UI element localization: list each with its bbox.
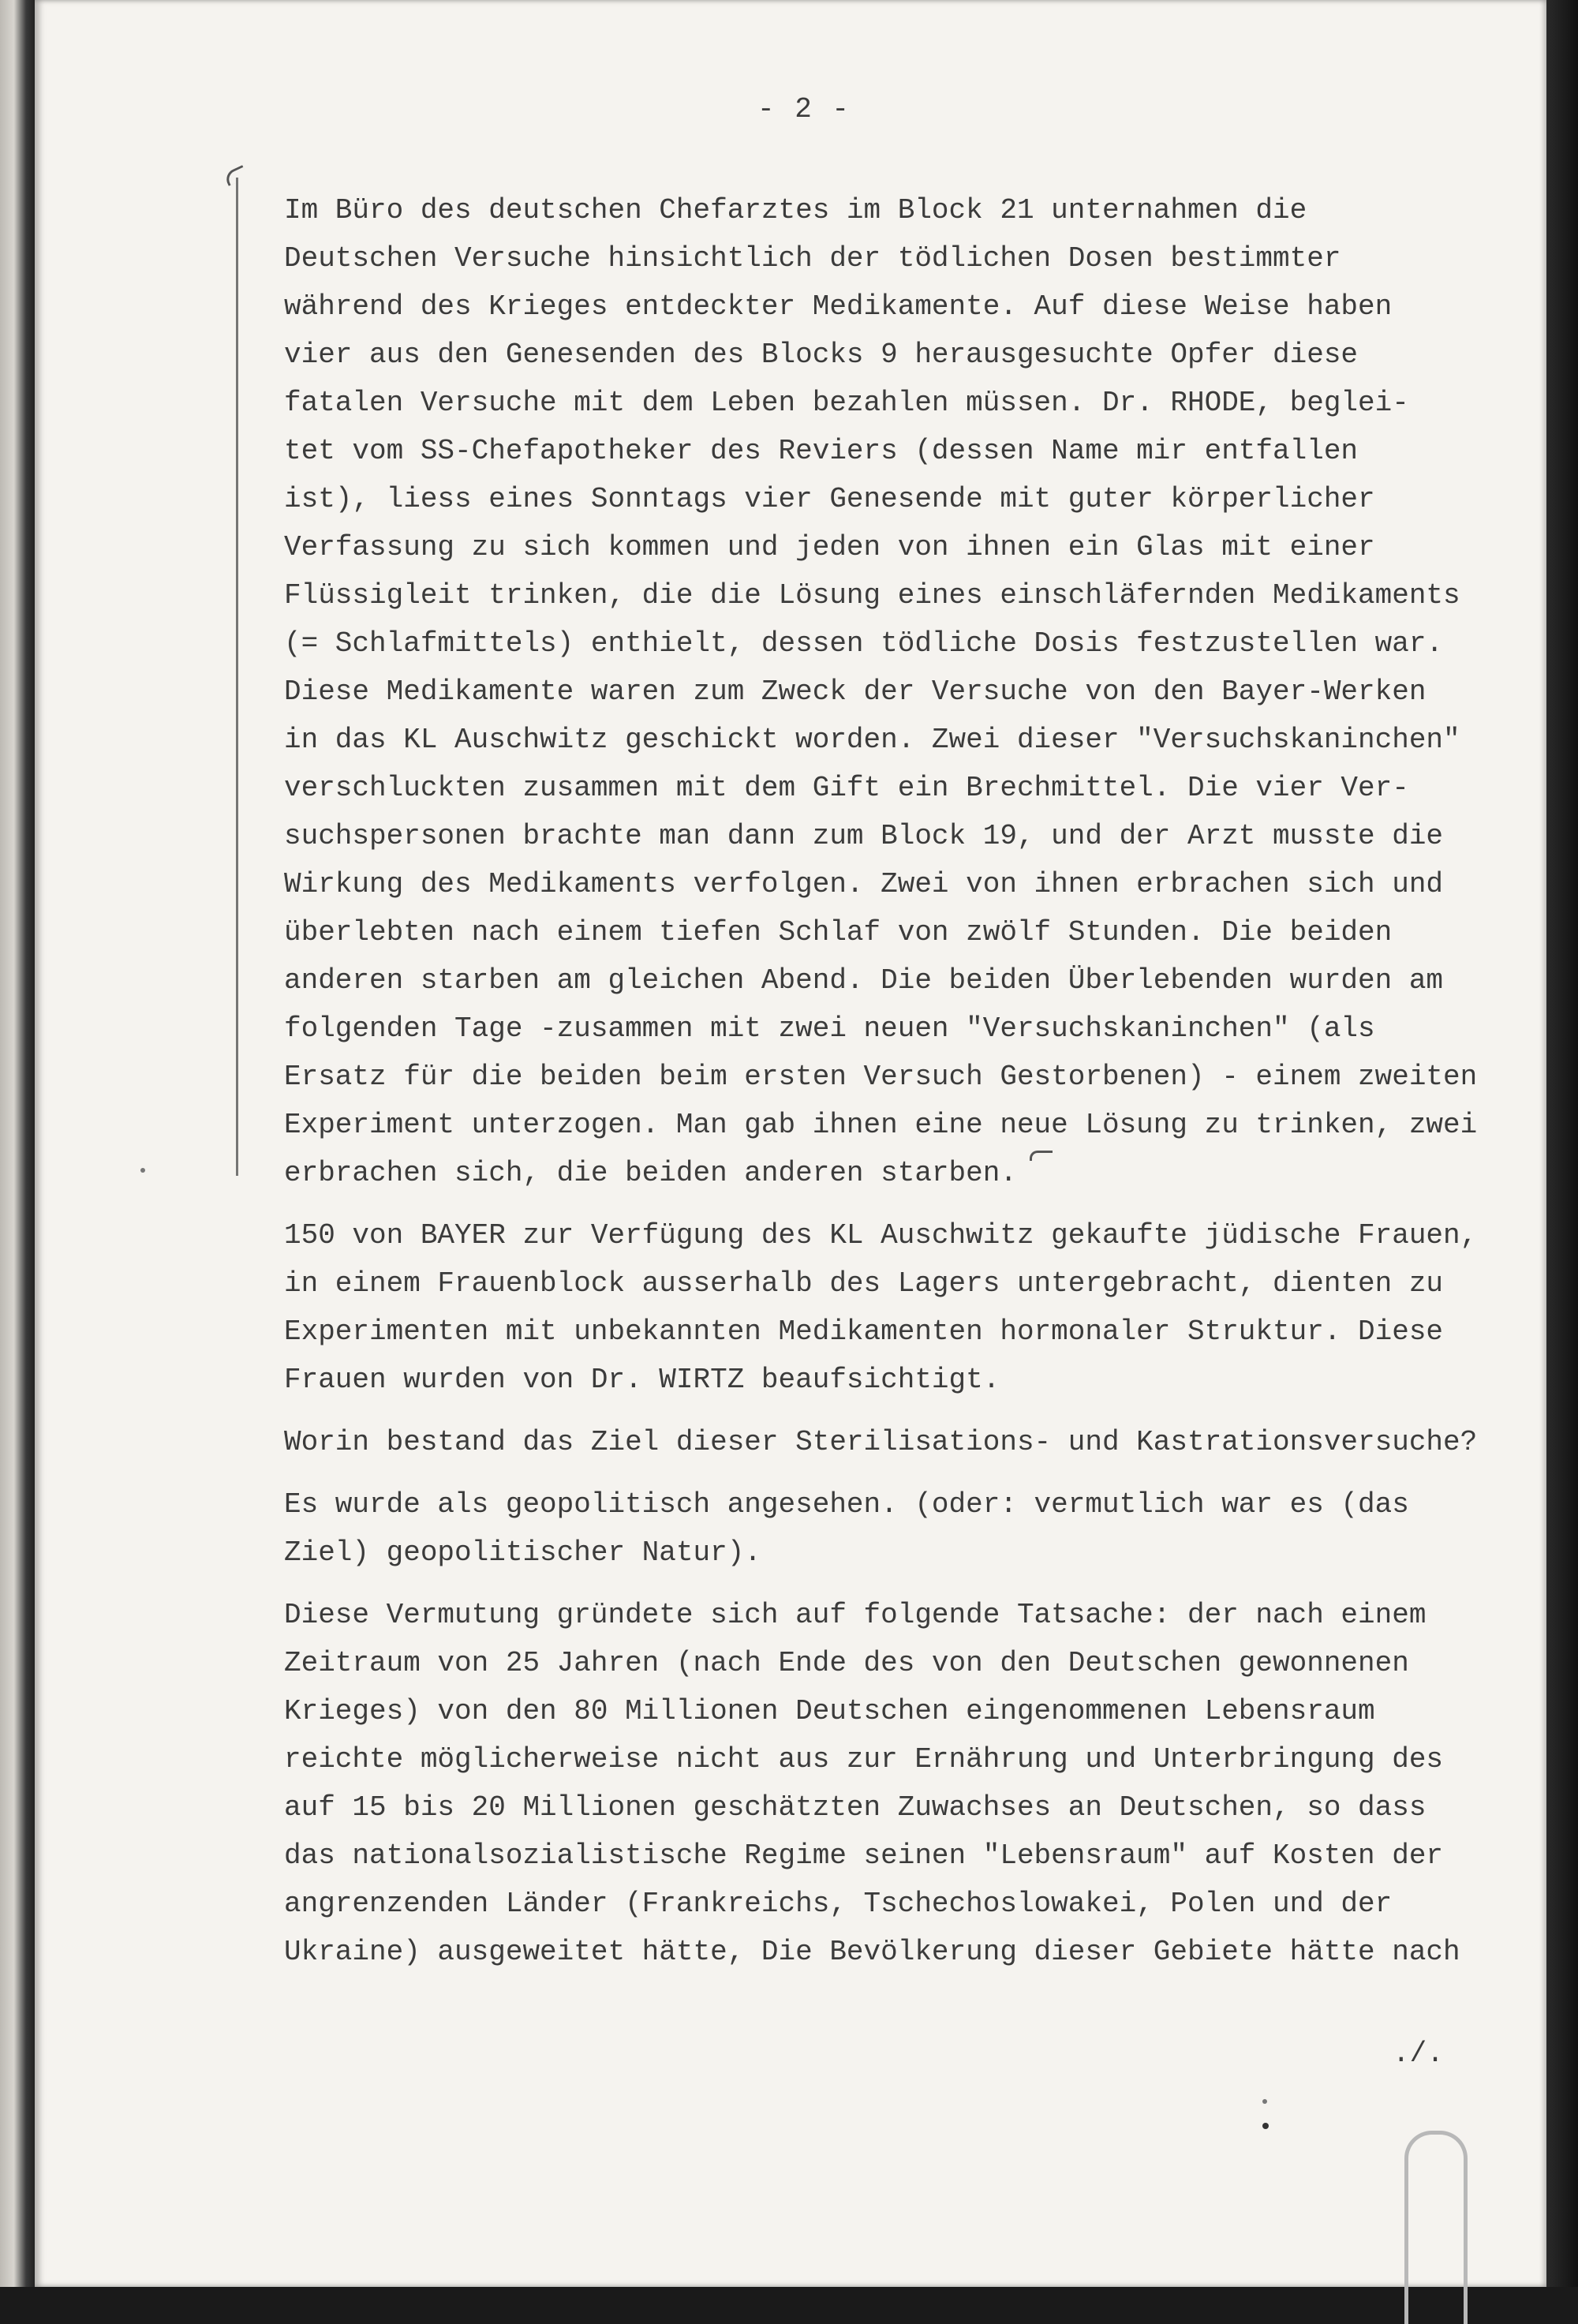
- paragraph: [284, 1591, 1531, 1976]
- text-line: Experiment unterzogen. Man gab ihnen eine neue Lösung zu trinken, zwei: [284, 1109, 1478, 1141]
- text-line: während des Krieges entdeckter Medikamente. Auf diese Weise haben: [284, 290, 1393, 323]
- text-line: Verfassung zu sich kommen und jeden von ihnen ein Glas mit einer: [284, 531, 1375, 563]
- page-binding-edge: [0, 0, 35, 2287]
- text-line: das nationalsozialistische Regime seinen "Lebensraum" auf Kosten der: [284, 1839, 1444, 1872]
- text-line: in das KL Auschwitz geschickt worden. Zwei dieser "Versuchskaninchen": [284, 724, 1460, 756]
- text-line: suchspersonen brachte man dann zum Block 19, und der Arzt musste die: [284, 820, 1444, 852]
- margin-pencil-line: [236, 178, 238, 1176]
- continuation-mark: ./.: [1393, 2038, 1444, 2070]
- text-line: Deutschen Versuche hinsichtlich der tödlichen Dosen bestimmter: [284, 242, 1341, 275]
- paragraph: [284, 1418, 1531, 1466]
- text-line: ist), liess eines Sonntags vier Genesende mit guter körperlicher: [284, 483, 1375, 515]
- text-line: anderen starben am gleichen Abend. Die beiden Überlebenden wurden am: [284, 964, 1444, 997]
- text-line: Diese Medikamente waren zum Zweck der Versuche von den Bayer-Werken: [284, 675, 1427, 708]
- text-line: tet vom SS-Chefapotheker des Reviers (dessen Name mir entfallen: [284, 435, 1359, 467]
- text-line: Es wurde als geopolitisch angesehen. (oder: vermutlich war es (das: [284, 1488, 1409, 1521]
- paragraph: [284, 1211, 1531, 1404]
- paragraph: [284, 1480, 1531, 1577]
- text-line: angrenzenden Länder (Frankreichs, Tschechoslowakei, Polen und der: [284, 1888, 1393, 1920]
- text-line: Ukraine) ausgeweitet hätte, Die Bevölkerung dieser Gebiete hätte nach: [284, 1936, 1460, 1968]
- text-line: fatalen Versuche mit dem Leben bezahlen müssen. Dr. RHODE, beglei-: [284, 387, 1409, 419]
- paper-speck: [1262, 2099, 1267, 2104]
- text-line: überlebten nach einem tiefen Schlaf von zwölf Stunden. Die beiden: [284, 916, 1393, 949]
- text-line: auf 15 bis 20 Millionen geschätzten Zuwachses an Deutschen, so dass: [284, 1791, 1427, 1824]
- text-line: Diese Vermutung gründete sich auf folgende Tatsache: der nach einem: [284, 1599, 1427, 1631]
- page-number: - 2 -: [757, 93, 851, 125]
- text-line: folgenden Tage -zusammen mit zwei neuen "Versuchskaninchen" (als: [284, 1012, 1375, 1045]
- text-line: (= Schlafmittels) enthielt, dessen tödliche Dosis festzustellen war.: [284, 627, 1444, 660]
- text-line: Ziel) geopolitischer Natur).: [284, 1536, 761, 1569]
- text-line: Experimenten mit unbekannten Medikamenten hormonaler Struktur. Diese: [284, 1315, 1444, 1348]
- text-line: Frauen wurden von Dr. WIRTZ beaufsichtigt.: [284, 1364, 1000, 1396]
- text-line: Zeitraum von 25 Jahren (nach Ende des von den Deutschen gewonnenen: [284, 1647, 1409, 1679]
- paper-speck: [1262, 2123, 1269, 2129]
- scan-border: [1546, 0, 1578, 2287]
- text-line: Ersatz für die beiden beim ersten Versuch Gestorbenen) - einem zweiten: [284, 1061, 1478, 1093]
- text-line: in einem Frauenblock ausserhalb des Lagers untergebracht, dienten zu: [284, 1267, 1444, 1300]
- text-line: Krieges) von den 80 Millionen Deutschen eingenommenen Lebensraum: [284, 1695, 1375, 1727]
- paragraph: [284, 186, 1531, 1197]
- paperclip: [1404, 2131, 1468, 2324]
- text-line: Wirkung des Medikaments verfolgen. Zwei von ihnen erbrachen sich und: [284, 868, 1444, 900]
- paper-speck: [140, 1168, 145, 1173]
- text-line: vier aus den Genesenden des Blocks 9 herausgesuchte Opfer diese: [284, 339, 1359, 371]
- text-line: Worin bestand das Ziel dieser Sterilisations- und Kastrationsversuche?: [284, 1426, 1478, 1458]
- text-line: verschluckten zusammen mit dem Gift ein Brechmittel. Die vier Ver-: [284, 772, 1409, 804]
- text-line: 150 von BAYER zur Verfügung des KL Auschwitz gekaufte jüdische Frauen,: [284, 1219, 1478, 1252]
- text-line: Im Büro des deutschen Chefarztes im Block 21 unternahmen die: [284, 194, 1307, 226]
- document-body: [284, 186, 1531, 1990]
- text-line: erbrachen sich, die beiden anderen starben.: [284, 1157, 1017, 1189]
- text-line: Flüssigleit trinken, die die Lösung eines einschläfernden Medikaments: [284, 579, 1460, 612]
- text-line: reichte möglicherweise nicht aus zur Ernährung und Unterbringung des: [284, 1743, 1444, 1776]
